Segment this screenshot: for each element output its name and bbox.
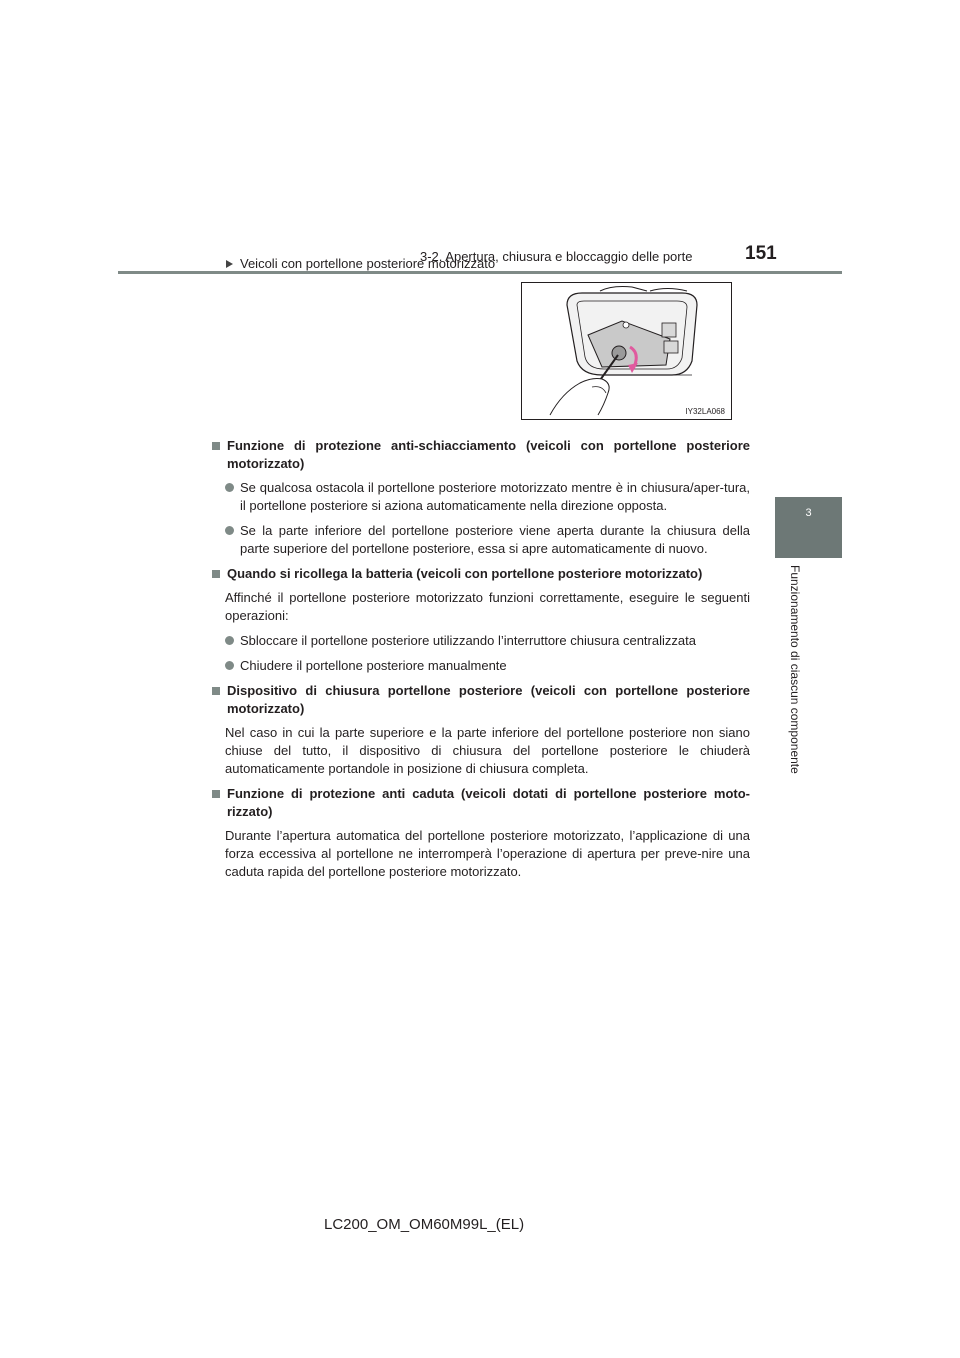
chapter-tab xyxy=(775,497,842,558)
list-item xyxy=(225,657,750,675)
subheading-text: Veicoli con portellone posteriore motorizzato xyxy=(240,256,496,271)
figure-code: IY32LA068 xyxy=(685,407,725,416)
section-heading xyxy=(210,437,750,473)
square-bullet-icon xyxy=(212,687,220,695)
page-number: 151 xyxy=(745,243,777,264)
vehicle-subheading xyxy=(226,256,495,271)
section-paragraph: Affinché il portellone posteriore motorizzato funzioni correttamente, eseguire le seguenti operazioni: xyxy=(225,590,750,623)
square-bullet-icon xyxy=(212,570,220,578)
section-title: Funzione di protezione anti caduta (veicoli dotati di portellone posteriore moto-rizzato) xyxy=(227,786,750,819)
chapter-number: 3 xyxy=(805,507,812,519)
list-item-text: Se la parte inferiore del portellone posteriore viene aperta durante la chiusura della parte superiore del portellone posteriore, essa si apre automaticamente di nuovo. xyxy=(240,523,750,556)
tailgate-release-illustration xyxy=(522,283,732,420)
dot-bullet-icon xyxy=(225,526,234,535)
list-item xyxy=(225,522,750,558)
dot-bullet-icon xyxy=(225,636,234,645)
list-item xyxy=(225,632,750,650)
section-paragraph: Durante l’apertura automatica del portellone posteriore motorizzato, l’applicazione di una forza eccessiva al portellone ne interromperà l’operazione di apertura per preve-nire una caduta rapida del portellone posteriore motorizzato. xyxy=(225,828,750,879)
section-paragraph: Nel caso in cui la parte superiore e la parte inferiore del portellone posteriore non siano chiuse del tutto, il dispositivo di chiusura del portellone posteriore le chiuderà automaticamente portandole in posizione di chiusura completa. xyxy=(225,725,750,776)
header-rule xyxy=(118,271,842,274)
section-heading xyxy=(210,682,750,718)
illustration-figure xyxy=(521,282,732,420)
main-content xyxy=(210,437,750,888)
section-title: Quando si ricollega la batteria (veicoli con portellone posteriore motorizzato) xyxy=(227,566,703,581)
section-heading xyxy=(210,565,750,583)
square-bullet-icon xyxy=(212,790,220,798)
list-item-text: Sbloccare il portellone posteriore utilizzando l’interruttore chiusura centralizzata xyxy=(240,633,696,648)
header-title: 3-2. Apertura, chiusura e bloccaggio delle porte xyxy=(420,249,693,264)
chapter-label: Funzionamento di ciascun componente xyxy=(788,565,802,774)
dot-bullet-icon xyxy=(225,661,234,670)
triangle-bullet-icon xyxy=(226,260,233,268)
section-title: Funzione di protezione anti-schiacciamento (veicoli con portellone posteriore motorizzato) xyxy=(227,438,750,471)
section-heading xyxy=(210,785,750,821)
list-item-text: Chiudere il portellone posteriore manualmente xyxy=(240,658,507,673)
list-item xyxy=(225,479,750,515)
footer-code: LC200_OM_OM60M99L_(EL) xyxy=(324,1216,525,1233)
square-bullet-icon xyxy=(212,442,220,450)
dot-bullet-icon xyxy=(225,483,234,492)
list-item-text: Se qualcosa ostacola il portellone posteriore motorizzato mentre è in chiusura/aper-tura, il portellone posteriore si aziona automaticamente nella direzione opposta. xyxy=(240,480,750,513)
section-title: Dispositivo di chiusura portellone posteriore (veicoli con portellone posteriore motorizzato) xyxy=(227,683,750,716)
